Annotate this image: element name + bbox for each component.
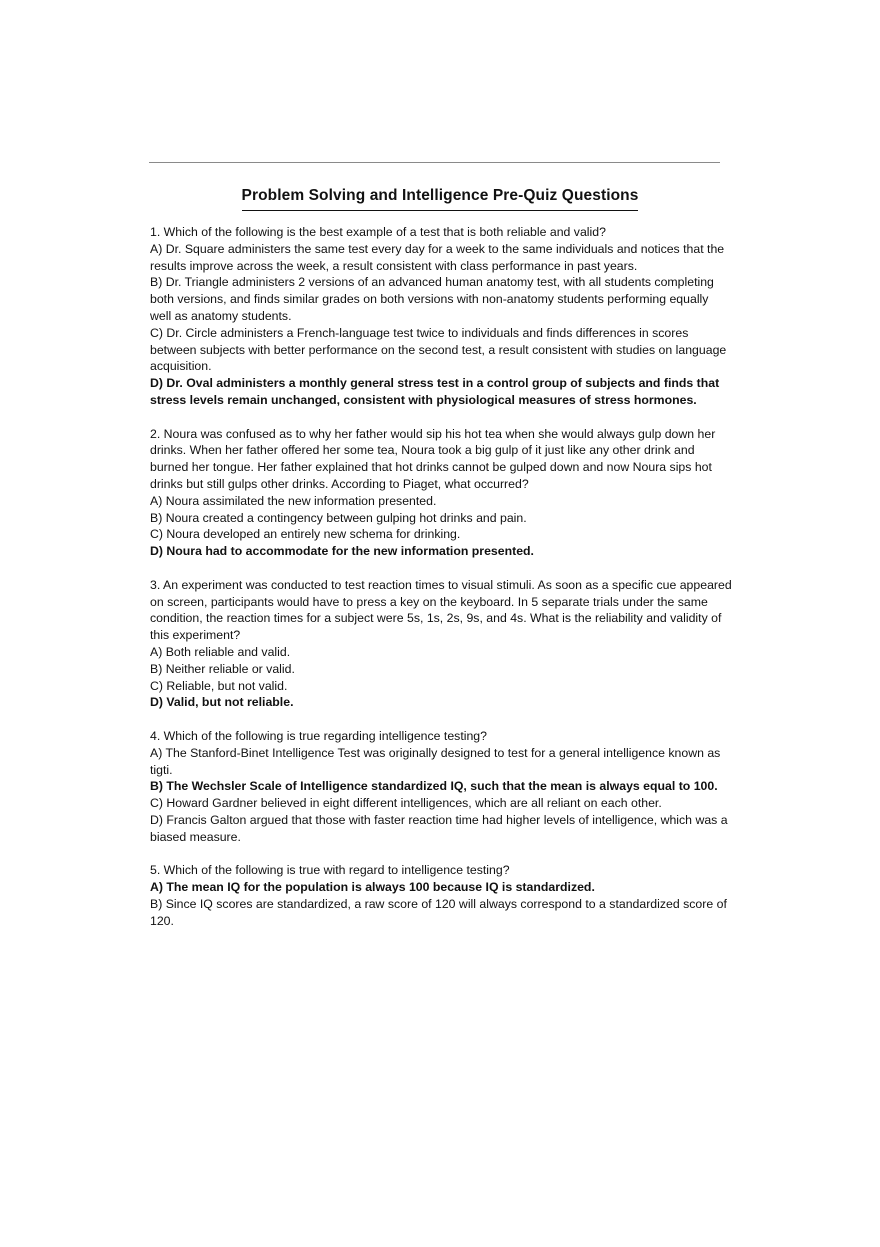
answer-option: C) Noura developed an entirely new schema for drinking. [150,527,461,542]
page-title: Problem Solving and Intelligence Pre-Quiz Questions [242,187,639,211]
correct-answer-option: D) Dr. Oval administers a monthly general stress test in a control group of subjects and finds that stress levels remain unchanged, consistent with physiological measures of stress hormones. [150,376,720,407]
answer-option: A) Both reliable and valid. [150,644,291,659]
question-stem: 5. Which of the following is true with regard to intelligence testing? [150,863,510,878]
answer-option: B) Since IQ scores are standardized, a raw score of 120 will always correspond to a standardized score of 120. [150,896,727,928]
answer-option: C) Dr. Circle administers a French-language test twice to individuals and finds differences in scores between subjects with better performance on the second test, a result consistent with studies on language acquisition. [150,325,727,374]
answer-option: B) Noura created a contingency between gulping hot drinks and pain. [150,510,527,525]
correct-answer-option: B) The Wechsler Scale of Intelligence standardized IQ, such that the mean is always equal to 100. [150,779,718,794]
answer-option: C) Reliable, but not valid. [150,678,288,693]
answer-option: A) Noura assimilated the new information presented. [150,493,437,508]
answer-option: B) Neither reliable or valid. [150,661,295,676]
answer-option: A) Dr. Square administers the same test every day for a week to the same individuals and notices that the results improve across the week, a result consistent with class performance in past years. [150,241,725,273]
question-1 [150,224,732,409]
answer-option: B) Dr. Triangle administers 2 versions of an advanced human anatomy test, with all students completing both versions, and finds similar grades on both versions with non-anatomy students performing equally well as anatomy students. [150,275,714,323]
question-stem: 2. Noura was confused as to why her father would sip his hot tea when she would always gulp down her drinks. When her father offered her some tea, Noura took a big gulp of it just like any other drink and burned her tongue. Her father explained that hot drinks cannot be gulped down and now Noura sips hot drinks but still gulps other drinks. According to Piaget, what occurred? [150,426,716,491]
correct-answer-option: A) The mean IQ for the population is always 100 because IQ is standardized. [150,880,595,895]
question-stem: 4. Which of the following is true regarding intelligence testing? [150,728,487,743]
correct-answer-option: D) Valid, but not reliable. [150,695,294,710]
question-3 [150,577,732,711]
answer-option: D) Francis Galton argued that those with faster reaction time had higher levels of intelligence, which was a biased measure. [150,812,728,844]
question-5 [150,862,732,929]
quiz-content [150,224,732,946]
question-2 [150,426,732,560]
question-stem: 1. Which of the following is the best example of a test that is both reliable and valid? [150,225,606,239]
answer-option: C) Howard Gardner believed in eight different intelligences, which are all reliant on each other. [150,796,662,811]
correct-answer-option: D) Noura had to accommodate for the new information presented. [150,544,534,559]
header-rule [149,162,720,163]
question-4 [150,728,732,846]
title-wrap [0,187,880,211]
question-stem: 3. An experiment was conducted to test reaction times to visual stimuli. As soon as a specific cue appeared on screen, participants would have to press a key on the keyboard. In 5 separate trials under the same condition, the reaction times for a subject were 5s, 1s, 2s, 9s, and 4s. What is the reliability and validity of this experiment? [150,577,732,643]
answer-option: A) The Stanford-Binet Intelligence Test was originally designed to test for a general intelligence known as tigti. [150,745,721,777]
